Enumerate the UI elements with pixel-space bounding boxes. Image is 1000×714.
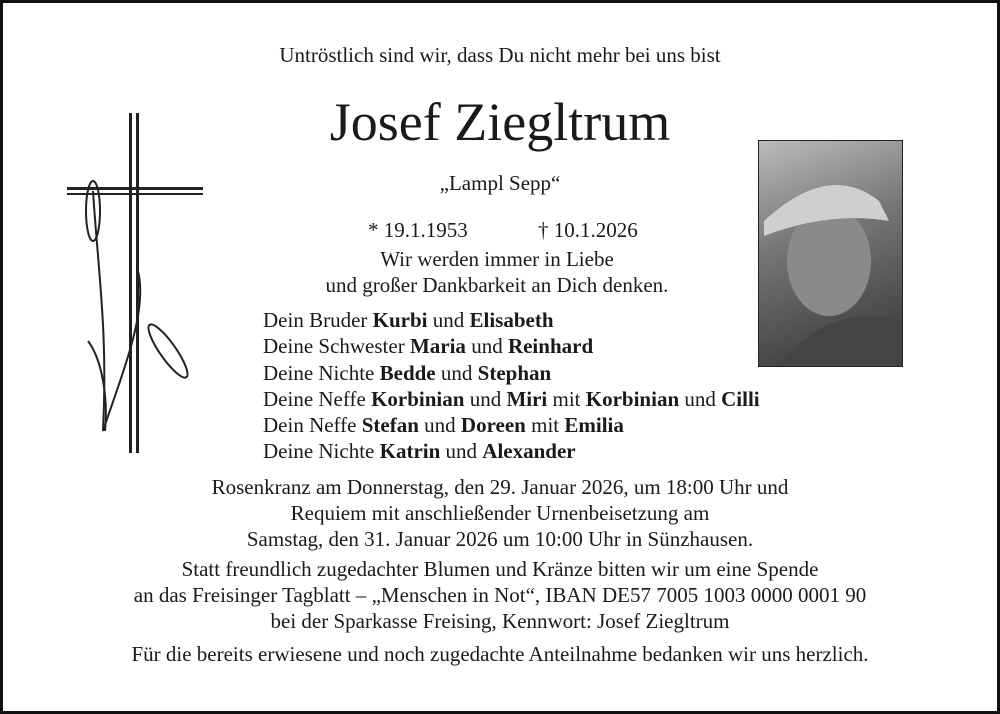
relative-name: Cilli (721, 386, 760, 411)
relation-text: Deine Nichte (263, 439, 380, 464)
family-line (263, 438, 760, 464)
relation-text: mit (525, 413, 565, 438)
service-line: Requiem mit anschließender Urnenbeisetzung am (290, 501, 710, 525)
relation-text: Dein Bruder (263, 308, 373, 332)
relation-text: und (679, 386, 722, 411)
relation-text: und (465, 334, 508, 359)
relative-name: Elisabeth (469, 308, 554, 332)
relation-text: Deine Neffe (263, 386, 372, 411)
relative-name: Reinhard (507, 334, 594, 359)
relative-name: Doreen (460, 413, 526, 438)
relative-name: Stephan (477, 360, 552, 385)
relative-name: Alexander (482, 439, 576, 464)
family-list (263, 307, 760, 465)
relation-text: und (440, 439, 483, 464)
death-date: † 10.1.2026 (538, 218, 638, 242)
birth-date: * 19.1.1953 (368, 218, 468, 242)
relative-name: Kurbi (372, 308, 428, 332)
donation-line: Statt freundlich zugedachter Blumen und Kränze bitten wir um eine Spende (181, 557, 819, 581)
relative-name: Korbinian (371, 386, 465, 411)
family-line (263, 307, 760, 333)
family-line (263, 333, 760, 359)
donation-line: an das Freisinger Tagblatt – „Menschen in Not“, IBAN DE57 7005 1003 0000 0001 90 (133, 583, 867, 607)
relative-name: Miri (506, 386, 548, 411)
family-line (263, 412, 760, 438)
relative-name: Korbinian (585, 386, 680, 411)
relation-text: mit (547, 386, 586, 411)
relative-name: Emilia (564, 413, 624, 438)
memory-line: und großer Dankbarkeit an Dich denken. (325, 273, 669, 297)
relative-name: Katrin (379, 439, 441, 464)
relation-text: und (435, 360, 478, 385)
family-line (263, 360, 760, 386)
relation-text: Dein Neffe (263, 413, 362, 438)
relative-name: Stefan (361, 413, 419, 438)
relation-text: und (418, 413, 461, 438)
relation-text: Deine Nichte (263, 360, 380, 385)
nickname: „Lampl Sepp“ (439, 171, 561, 195)
service-line: Samstag, den 31. Januar 2026 um 10:00 Uhr in Sünzhausen. (246, 527, 754, 551)
donation-line: bei der Sparkasse Freising, Kennwort: Josef Ziegltrum (270, 609, 730, 633)
relative-name: Bedde (379, 360, 436, 385)
thanks-text: Für die bereits erwiesene und noch zugedachte Anteilnahme bedanken wir uns herzlich. (131, 642, 869, 666)
memory-line: Wir werden immer in Liebe (380, 247, 614, 271)
service-line: Rosenkranz am Donnerstag, den 29. Januar 2026, um 18:00 Uhr und (211, 475, 789, 499)
header-text: Untröstlich sind wir, dass Du nicht mehr bei uns bist (279, 43, 721, 67)
deceased-name: Josef Ziegltrum (329, 92, 671, 152)
relation-text: und (464, 386, 507, 411)
portrait-photo (758, 140, 903, 367)
family-line (263, 386, 760, 412)
relation-text: Deine Schwester (263, 334, 410, 359)
relation-text: und (427, 308, 470, 332)
relative-name: Maria (409, 334, 466, 359)
